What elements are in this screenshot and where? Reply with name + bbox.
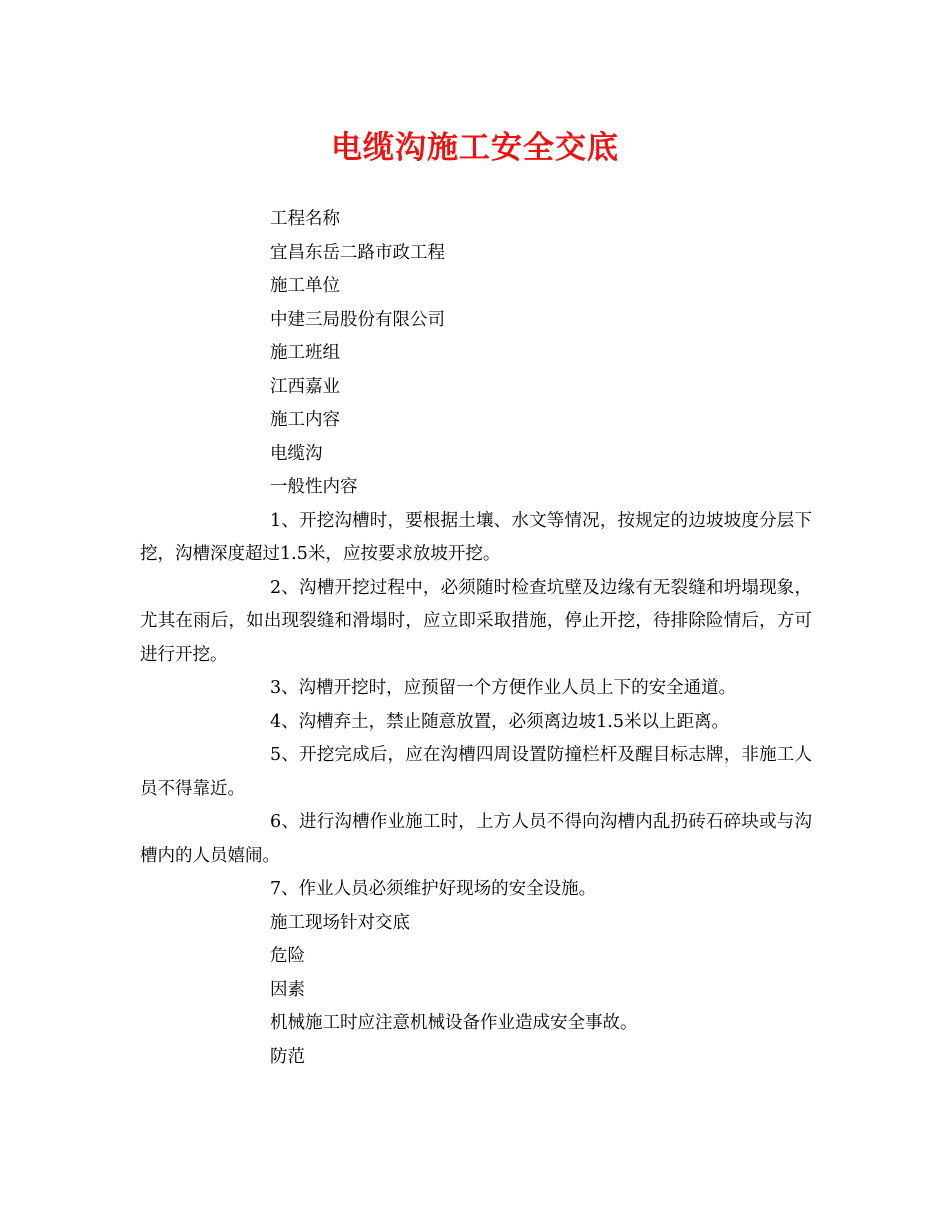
danger-label-line-1: 危险: [270, 946, 305, 966]
danger-description: 机械施工时应注意机械设备作业造成安全事故。: [270, 1013, 638, 1033]
prevention-label: 防范: [270, 1046, 305, 1067]
general-content-heading: 一般性内容: [270, 477, 358, 497]
safety-item-7: 7、作业人员必须维护好现场的安全设施。: [270, 879, 597, 899]
construction-content-value: 电缆沟: [270, 443, 323, 464]
construction-unit-value: 中建三局股份有限公司: [270, 309, 445, 330]
project-name-value: 宜昌东岳二路市政工程: [270, 242, 445, 263]
safety-item-2: 2、沟槽开挖过程中，必须随时检查坑壁及边缘有无裂缝和坍塌现象，尤其在雨后，如出现裂缝和滑塌时，应立即采取措施，停止开挖，待排除险情后，方可进行开挖。: [140, 577, 812, 665]
safety-item-3: 3、沟槽开挖时，应预留一个方便作业人员上下的安全通道。: [270, 678, 737, 698]
construction-unit-label: 施工单位: [270, 276, 340, 296]
danger-label-line-2: 因素: [270, 979, 305, 1000]
safety-item-1: 1、开挖沟槽时，要根据土壤、水文等情况，按规定的边坡坡度分层下挖，沟槽深度超过1.5米，应按要求放坡开挖。: [140, 510, 812, 564]
safety-item-5: 5、开挖完成后，应在沟槽四周设置防撞栏杆及醒目标志牌，非施工人员不得靠近。: [140, 745, 812, 799]
safety-item-4: 4、沟槽弃土，禁止随意放置，必须离边坡1.5米以上距离。: [270, 711, 729, 732]
project-name-label: 工程名称: [270, 209, 340, 229]
construction-team-label: 施工班组: [270, 343, 340, 363]
site-briefing-heading: 施工现场针对交底: [270, 912, 410, 933]
construction-content-label: 施工内容: [270, 410, 340, 430]
document-body: [140, 203, 812, 1074]
safety-item-6: 6、进行沟槽作业施工时，上方人员不得向沟槽内乱扔砖石碎块或与沟槽内的人员嬉闹。: [140, 812, 812, 866]
document-title: 电缆沟施工安全交底: [331, 130, 619, 166]
construction-team-value: 江西嘉业: [270, 376, 340, 397]
